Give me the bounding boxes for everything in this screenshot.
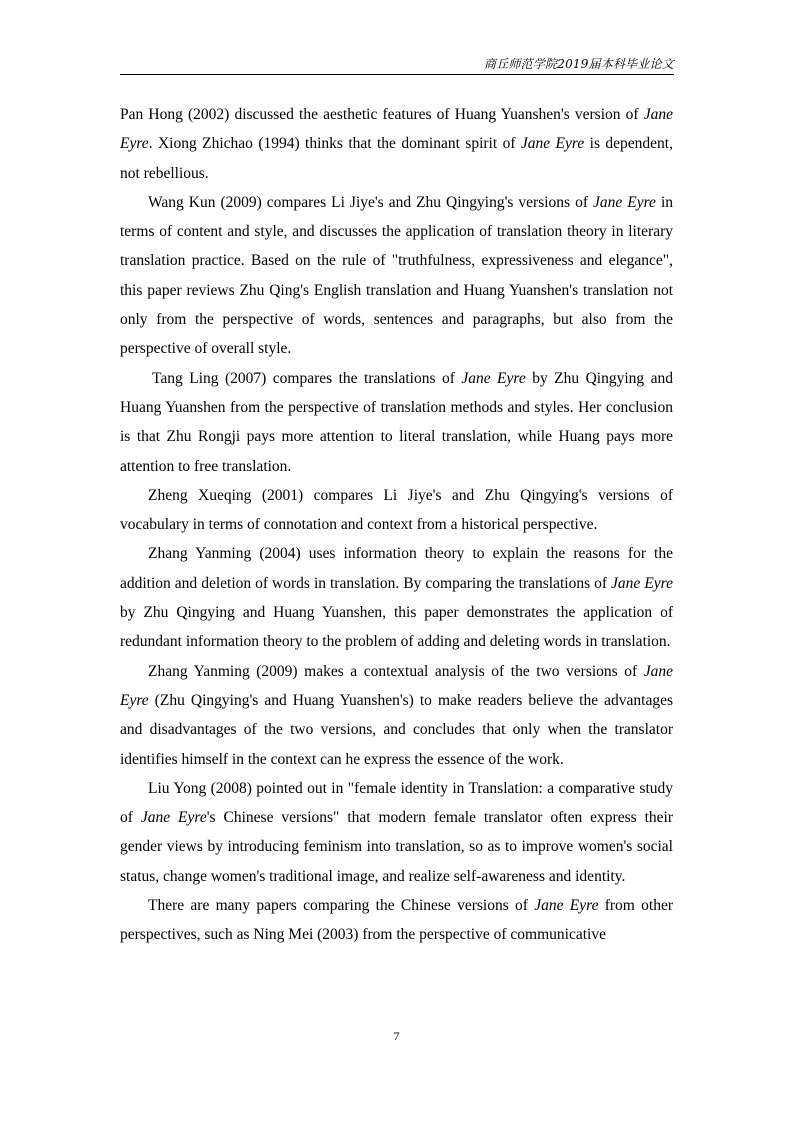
body-paragraph: [120, 100, 673, 188]
body-paragraph: [120, 891, 673, 950]
text-run: Tang Ling (2007) compares the translations of: [152, 369, 462, 387]
text-run: Zhang Yanming (2004) uses information theory to explain the reasons for the addition and deletion of words in translation. By comparing the translations of: [120, 545, 673, 592]
italic-title: Jane Eyre: [120, 662, 673, 709]
body-paragraph: [120, 657, 673, 774]
body-text: [120, 100, 673, 950]
body-paragraph: [120, 364, 673, 481]
text-run: is dependent, not rebellious.: [120, 135, 673, 182]
italic-title: Jane Eyre: [611, 574, 673, 592]
italic-title: Jane Eyre: [461, 369, 526, 387]
text-run: by Zhu Qingying and Huang Yuanshen from the perspective of translation methods and styles. Her conclusion is that Zhu Rongji pays more attention to literal translation, while Huang pays more attention to free translation.: [120, 369, 674, 475]
text-run: 's Chinese versions" that modern female translator often express their gender views by introducing feminism into translation, so as to improve women's social status, change women's traditional image, and realize self-awareness and identity.: [120, 809, 673, 885]
text-run: from other perspectives, such as Ning Mei (2003) from the perspective of communicative: [120, 897, 673, 944]
text-run: Zheng Xueqing (2001) compares Li Jiye's and Zhu Qingying's versions of vocabulary in terms of connotation and context from a historical perspective.: [120, 486, 673, 534]
text-run: . Xiong Zhichao (1994) thinks that the dominant spirit of: [148, 135, 521, 153]
running-header: 商丘师范学院2019届本科毕业论文: [484, 57, 674, 71]
italic-title: Jane Eyre: [593, 193, 656, 211]
text-run: by Zhu Qingying and Huang Yuanshen, this paper demonstrates the application of redundant information theory to the problem of adding and deleting words in translation.: [120, 604, 673, 651]
body-paragraph: [120, 774, 673, 891]
text-run: (Zhu Qingying's and Huang Yuanshen's) to make readers believe the advantages and disadvantages of the two versions, and concludes that only when the translator identifies himself in the context can he express the essence of the work.: [120, 691, 673, 768]
text-run: Wang Kun (2009) compares Li Jiye's and Zhu Qingying's versions of: [148, 193, 593, 211]
body-paragraph: [120, 481, 673, 540]
italic-title: Jane Eyre: [520, 135, 585, 153]
text-run: in terms of content and style, and discusses the application of translation theory in literary translation practice. Based on the rule of "truthfulness, expressiveness and elegance", this paper reviews Zhu Qing's English translation and Huang Yuanshen's translation not only from the perspective of words, sentences and paragraphs, but also from the perspective of overall style.: [120, 193, 674, 358]
text-run: There are many papers comparing the Chinese versions of: [148, 897, 535, 915]
text-run: Liu Yong (2008) pointed out in "female identity in Translation: a comparative study of: [120, 779, 673, 827]
body-paragraph: [120, 188, 673, 364]
italic-title: Jane Eyre: [534, 897, 599, 915]
page-number: 7: [393, 1029, 400, 1043]
italic-title: Jane Eyre: [120, 106, 673, 153]
header-rule: [120, 74, 674, 75]
italic-title: Jane Eyre: [140, 809, 207, 827]
body-paragraph: [120, 539, 673, 656]
text-run: Pan Hong (2002) discussed the aesthetic features of Huang Yuanshen's version of: [120, 106, 644, 123]
text-run: Zhang Yanming (2009) makes a contextual analysis of the two versions of: [148, 662, 644, 680]
